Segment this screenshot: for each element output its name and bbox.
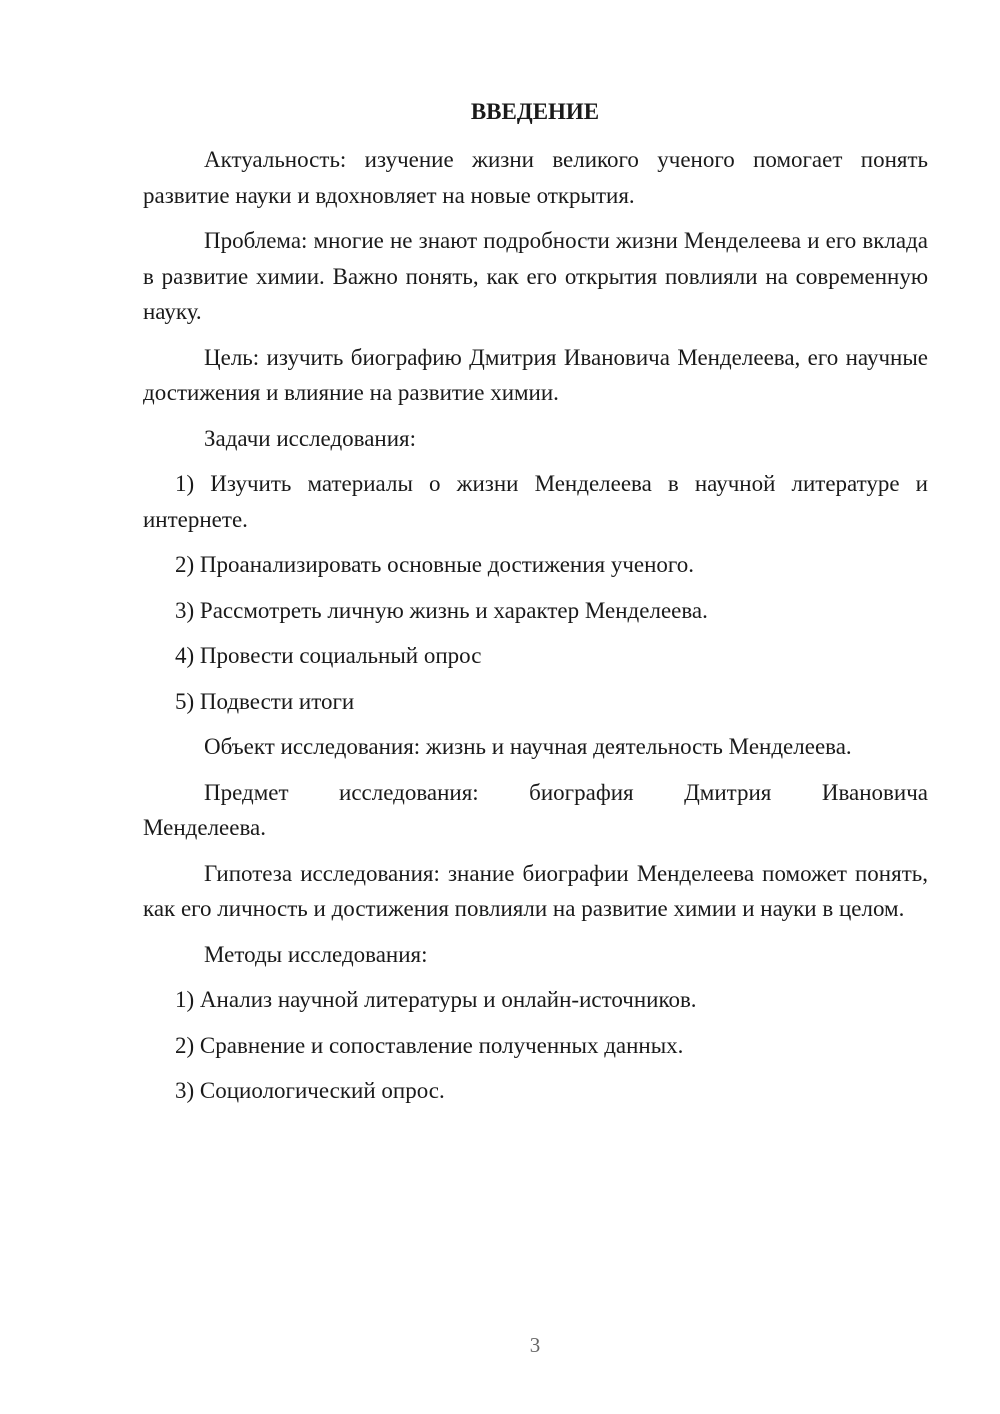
methods-heading: Методы исследования: bbox=[204, 941, 428, 967]
document-body bbox=[143, 142, 928, 1119]
subject-line: Предмет исследования: биография Дмитрия Ивановича bbox=[204, 779, 928, 805]
task-item: 5) Подвести итоги bbox=[175, 688, 355, 714]
task-item: 2) Проанализировать основные достижения ученого. bbox=[175, 552, 695, 577]
object-paragraph: Объект исследования: жизнь и научная деятельность Менделеева. bbox=[204, 734, 852, 759]
page-number: 3 bbox=[529, 1333, 541, 1357]
tasks-heading: Задачи исследования: bbox=[204, 425, 417, 451]
goal-paragraph: Цель: изучить биографию Дмитрия Ивановича Менделеева, его научные достижения и влияние на развитие химии. bbox=[143, 344, 928, 405]
subject-paragraph bbox=[143, 775, 928, 846]
problem-paragraph: Проблема: многие не знают подробности жизни Менделеева и его вклада в развитие химии. Важно понять, как его открытия повлияли на современную науку. bbox=[143, 228, 928, 324]
task-item: 4) Провести социальный опрос bbox=[175, 643, 482, 668]
subject-line-continuation: Менделеева. bbox=[143, 815, 266, 840]
method-item: 2) Сравнение и сопоставление полученных данных. bbox=[175, 1032, 684, 1058]
page-title: ВВЕДЕНИЕ bbox=[470, 99, 600, 124]
relevance-paragraph: Актуальность: изучение жизни великого ученого помогает понять развитие науки и вдохновляет на новые открытия. bbox=[143, 147, 928, 208]
method-item: 1) Анализ научной литературы и онлайн-источников. bbox=[175, 987, 697, 1012]
task-item: 1) Изучить материалы о жизни Менделеева в научной литературе и интернете. bbox=[143, 471, 928, 532]
method-item: 3) Социологический опрос. bbox=[175, 1078, 445, 1103]
task-item: 3) Рассмотреть личную жизнь и характер Менделеева. bbox=[175, 597, 708, 623]
hypothesis-paragraph: Гипотеза исследования: знание биографии Менделеева поможет понять, как его личность и достижения повлияли на развитие химии и науки в целом. bbox=[143, 860, 928, 921]
